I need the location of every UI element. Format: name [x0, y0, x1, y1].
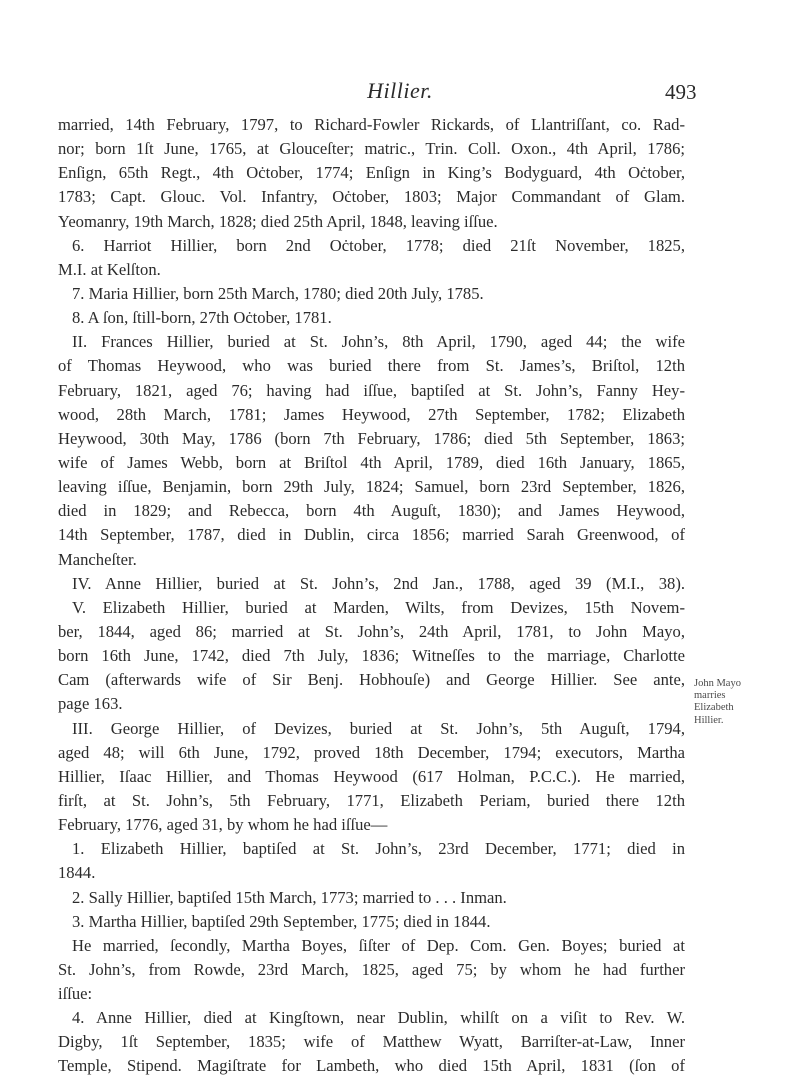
text-line: Cam (afterwards wife of Sir Benj. Hobhouſe) and George Hillier. See ante, — [58, 670, 685, 690]
text-line: iſſue: — [58, 984, 93, 1004]
text-line: 4. Anne Hillier, died at Kingſtown, near Dublin, whilſt on a viſit to Rev. W. — [72, 1008, 685, 1028]
text-line: 7. Maria Hillier, born 25th March, 1780; died 20th July, 1785. — [72, 283, 484, 303]
text-line: wife of James Webb, born at Briſtol 4th April, 1789, died 16th January, 1865, — [58, 452, 685, 472]
running-title: Hillier. — [367, 78, 433, 103]
text-line: He married, ſecondly, Martha Boyes, ſiſter of Dep. Com. Gen. Boyes; buried at — [72, 935, 685, 955]
text-line: M.I. at Kelſton. — [58, 259, 161, 279]
text-line: V. Elizabeth Hillier, buried at Marden, Wilts, from Devizes, 15th Novem- — [72, 597, 685, 617]
text-line: 2. Sally Hillier, baptiſed 15th March, 1773; married to . . . Inman. — [72, 887, 507, 907]
margin-note-line: marries — [694, 690, 726, 702]
text-line: of Thomas Heywood, who was buried there from St. James’s, Briſtol, 12th — [58, 356, 685, 376]
text-line: married, 14th February, 1797, to Richard-Fowler Rickards, of Llantriſſant, co. Rad- — [58, 115, 685, 134]
text-line: wood, 28th March, 1781; James Heywood, 27th September, 1782; Elizabeth — [58, 404, 685, 424]
text-line: Hillier, Iſaac Hillier, and Thomas Heywood (617 Holman, P.C.C.). He married, — [58, 766, 685, 786]
text-line: firſt, at St. John’s, 5th February, 1771, Elizabeth Periam, buried there 12th — [58, 790, 685, 810]
text-line: II. Frances Hillier, buried at St. John’s, 8th April, 1790, aged 44; the wife — [72, 332, 685, 352]
text-line: Enſign, 65th Regt., 4th Oċtober, 1774; Enſign in King’s Bodyguard, 4th Oċtober, — [58, 163, 685, 183]
text-line: 1844. — [58, 863, 96, 883]
text-line: died in 1829; and Rebecca, born 4th Auguſt, 1830); and James Heywood, — [58, 501, 685, 521]
text-line: Mancheſter. — [58, 549, 137, 569]
text-line: 8. A ſon, ſtill-born, 27th Oċtober, 1781. — [72, 308, 332, 328]
text-line: St. John’s, from Rowde, 23rd March, 1825, aged 75; by whom he had further — [58, 959, 685, 979]
margin-note-line: John Mayo — [694, 678, 741, 689]
text-line: 6. Harriot Hillier, born 2nd Oċtober, 1778; died 21ſt November, 1825, — [72, 235, 685, 255]
body-text — [58, 113, 685, 1079]
text-line: ber, 1844, aged 86; married at St. John’s, 24th April, 1781, to John Mayo, — [58, 621, 685, 641]
text-line: 1. Elizabeth Hillier, baptiſed at St. John’s, 23rd December, 1771; died in — [72, 839, 685, 859]
text-line: February, 1821, aged 76; having had iſſue, baptiſed at St. John’s, Fanny Hey- — [58, 380, 685, 400]
text-line: February, 1776, aged 31, by whom he had iſſue— — [58, 815, 388, 835]
text-line: III. George Hillier, of Devizes, buried at St. John’s, 5th Auguſt, 1794, — [72, 718, 685, 738]
text-line: nor; born 1ſt June, 1765, at Glouceſter; matric., Trin. Coll. Oxon., 4th April, 1786; — [58, 139, 685, 159]
text-line: Heywood, 30th May, 1786 (born 7th February, 1786; died 5th September, 1863; — [58, 428, 685, 448]
text-line: 1783; Capt. Glouc. Vol. Infantry, Oċtober, 1803; Major Commandant of Glam. — [58, 187, 685, 207]
margin-note-line: Hillier. — [694, 714, 724, 726]
text-line: page 163. — [58, 694, 123, 714]
margin-note-line: Elizabeth — [694, 702, 734, 714]
text-line: Yeomanry, 19th March, 1828; died 25th April, 1848, leaving iſſue. — [58, 211, 498, 231]
text-line: aged 48; will 6th June, 1792, proved 18th December, 1794; executors, Martha — [58, 742, 685, 762]
text-line: 14th September, 1787, died in Dublin, circa 1856; married Sarah Greenwood, of — [58, 525, 685, 545]
text-line: Temple, Stipend. Magiſtrate for Lambeth, who died 15th April, 1831 (ſon of — [58, 1056, 685, 1076]
margin-note — [694, 678, 794, 727]
text-line: born 16th June, 1742, died 7th July, 1836; Witneſſes to the marriage, Charlotte — [58, 646, 685, 666]
text-line: 3. Martha Hillier, baptiſed 29th September, 1775; died in 1844. — [72, 911, 491, 931]
page-number: 493 — [665, 80, 697, 104]
text-line: leaving iſſue, Benjamin, born 29th July, 1824; Samuel, born 23rd September, 1826, — [58, 477, 685, 497]
text-line: IV. Anne Hillier, buried at St. John’s, 2nd Jan., 1788, aged 39 (M.I., 38). — [72, 573, 685, 593]
text-line: Digby, 1ſt September, 1835; wife of Matthew Wyatt, Barriſter-at-Law, Inner — [58, 1032, 685, 1052]
